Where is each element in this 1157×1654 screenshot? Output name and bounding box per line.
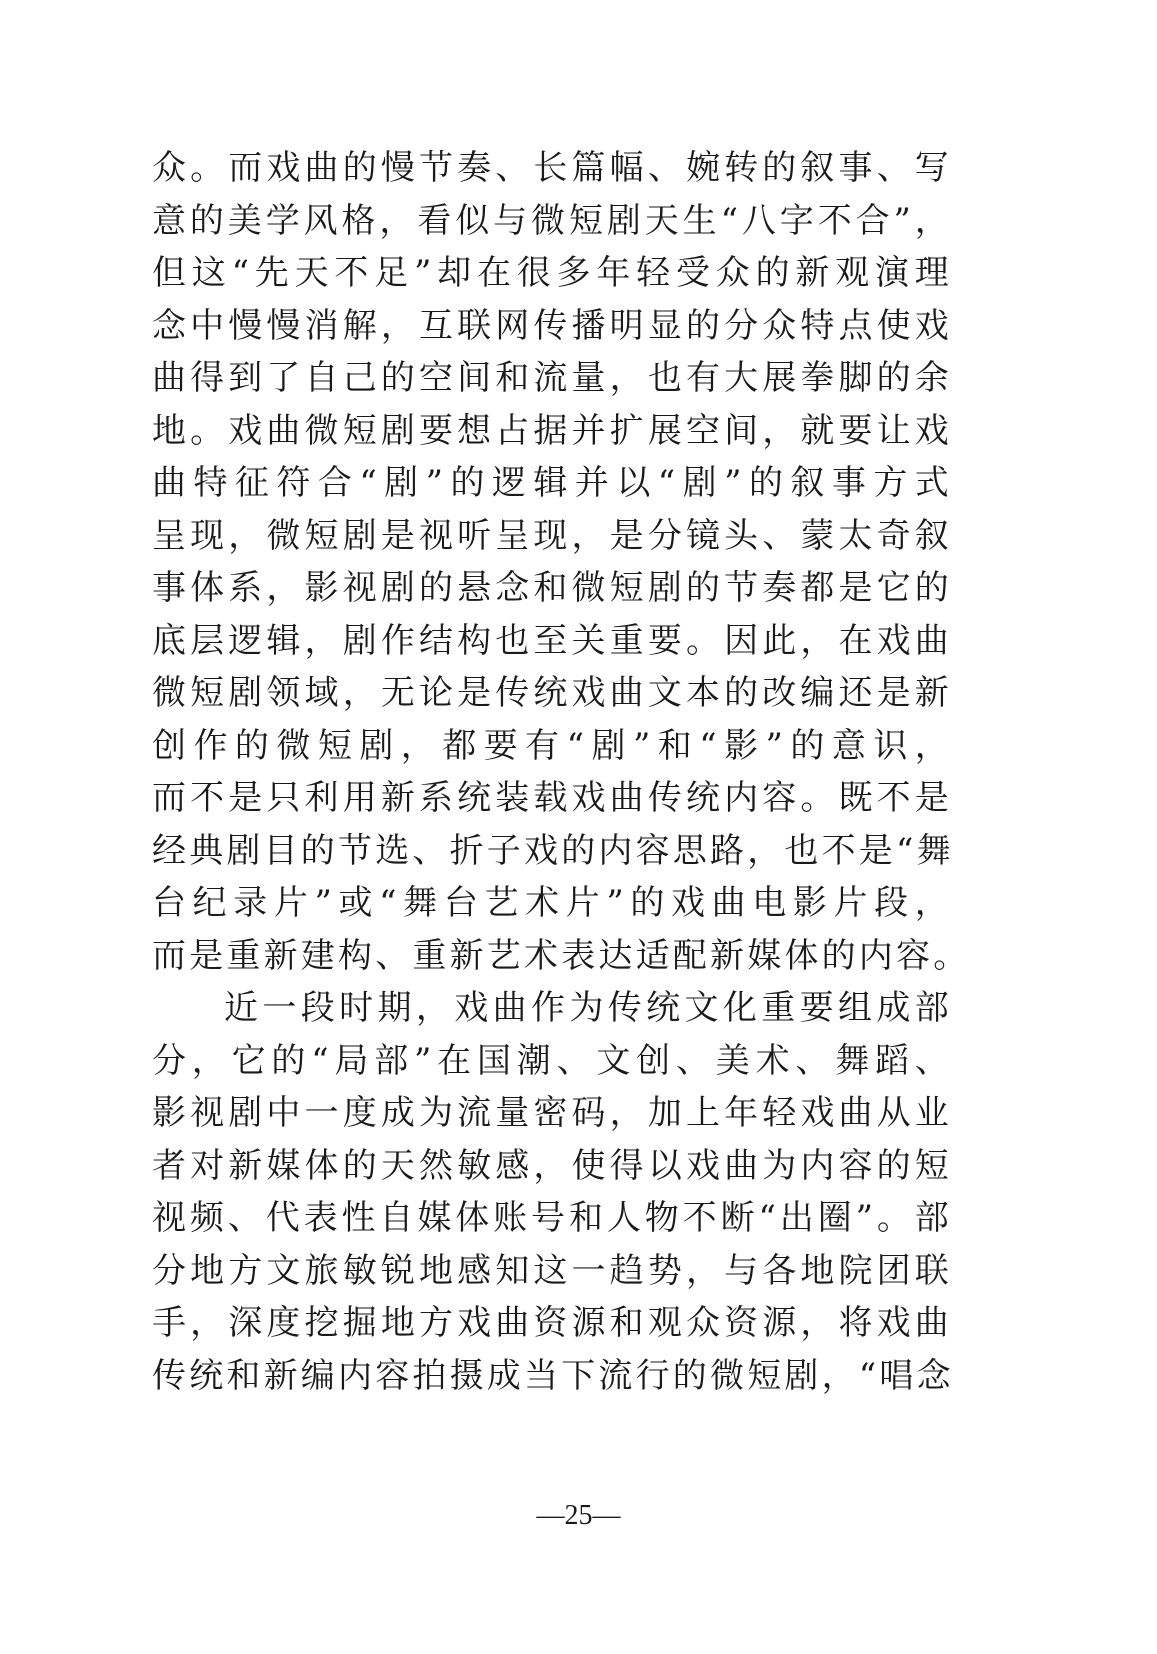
text-line: 底层逻辑，剧作结构也至关重要。因此，在戏曲 <box>152 620 952 661</box>
text-line: 手，深度挖掘地方戏曲资源和观众资源，将戏曲 <box>152 1303 952 1343</box>
text-line: 呈现，微短剧是视听呈现，是分镜头、蒙太奇叙 <box>152 515 952 556</box>
text-line: 但这“先天不足”却在很多年轻受众的新观演理 <box>152 253 952 293</box>
text-line: 众。而戏曲的慢节奏、长篇幅、婉转的叙事、写 <box>152 148 952 188</box>
body-text <box>152 142 971 1402</box>
text-line: 曲特征符合“剧”的逻辑并以“剧”的叙事方式 <box>152 463 952 503</box>
text-line: 意的美学风格，看似与微短剧天生“八字不合”， <box>152 200 952 241</box>
text-line: 分，它的“局部”在国潮、文创、美术、舞蹈、 <box>152 1040 952 1081</box>
text-line: 台纪录片”或“舞台艺术片”的戏曲电影片段， <box>152 883 952 923</box>
text-line: 创作的微短剧，都要有“剧”和“影”的意识， <box>152 725 952 766</box>
page-number: —25— <box>536 1500 621 1531</box>
text-line: 传统和新编内容拍摄成当下流行的微短剧，“唱念 <box>152 1355 954 1396</box>
text-line: 分地方文旅敏锐地感知这一趋势，与各地院团联 <box>152 1250 952 1291</box>
paragraph-start-line: 近一段时期，戏曲作为传统文化重要组成部 <box>224 988 952 1028</box>
text-line: 经典剧目的节选、折子戏的内容思路，也不是“舞 <box>152 830 954 871</box>
text-line: 者对新媒体的天然敏感，使得以戏曲为内容的短 <box>152 1145 952 1186</box>
text-line: 地。戏曲微短剧要想占据并扩展空间，就要让戏 <box>152 410 952 451</box>
text-line: 影视剧中一度成为流量密码，加上年轻戏曲从业 <box>152 1093 952 1133</box>
text-line: 微短剧领域，无论是传统戏曲文本的改编还是新 <box>152 673 952 713</box>
text-line: 而是重新建构、重新艺术表达适配新媒体的内容。 <box>152 935 971 976</box>
text-line: 视频、代表性自媒体账号和人物不断“出圈”。部 <box>152 1198 952 1238</box>
text-line: 念中慢慢消解，互联网传播明显的分众特点使戏 <box>152 305 952 346</box>
text-line: 而不是只利用新系统装载戏曲传统内容。既不是 <box>152 778 952 818</box>
text-line: 事体系，影视剧的悬念和微短剧的节奏都是它的 <box>152 568 952 608</box>
text-line: 曲得到了自己的空间和流量，也有大展拳脚的余 <box>152 358 952 398</box>
